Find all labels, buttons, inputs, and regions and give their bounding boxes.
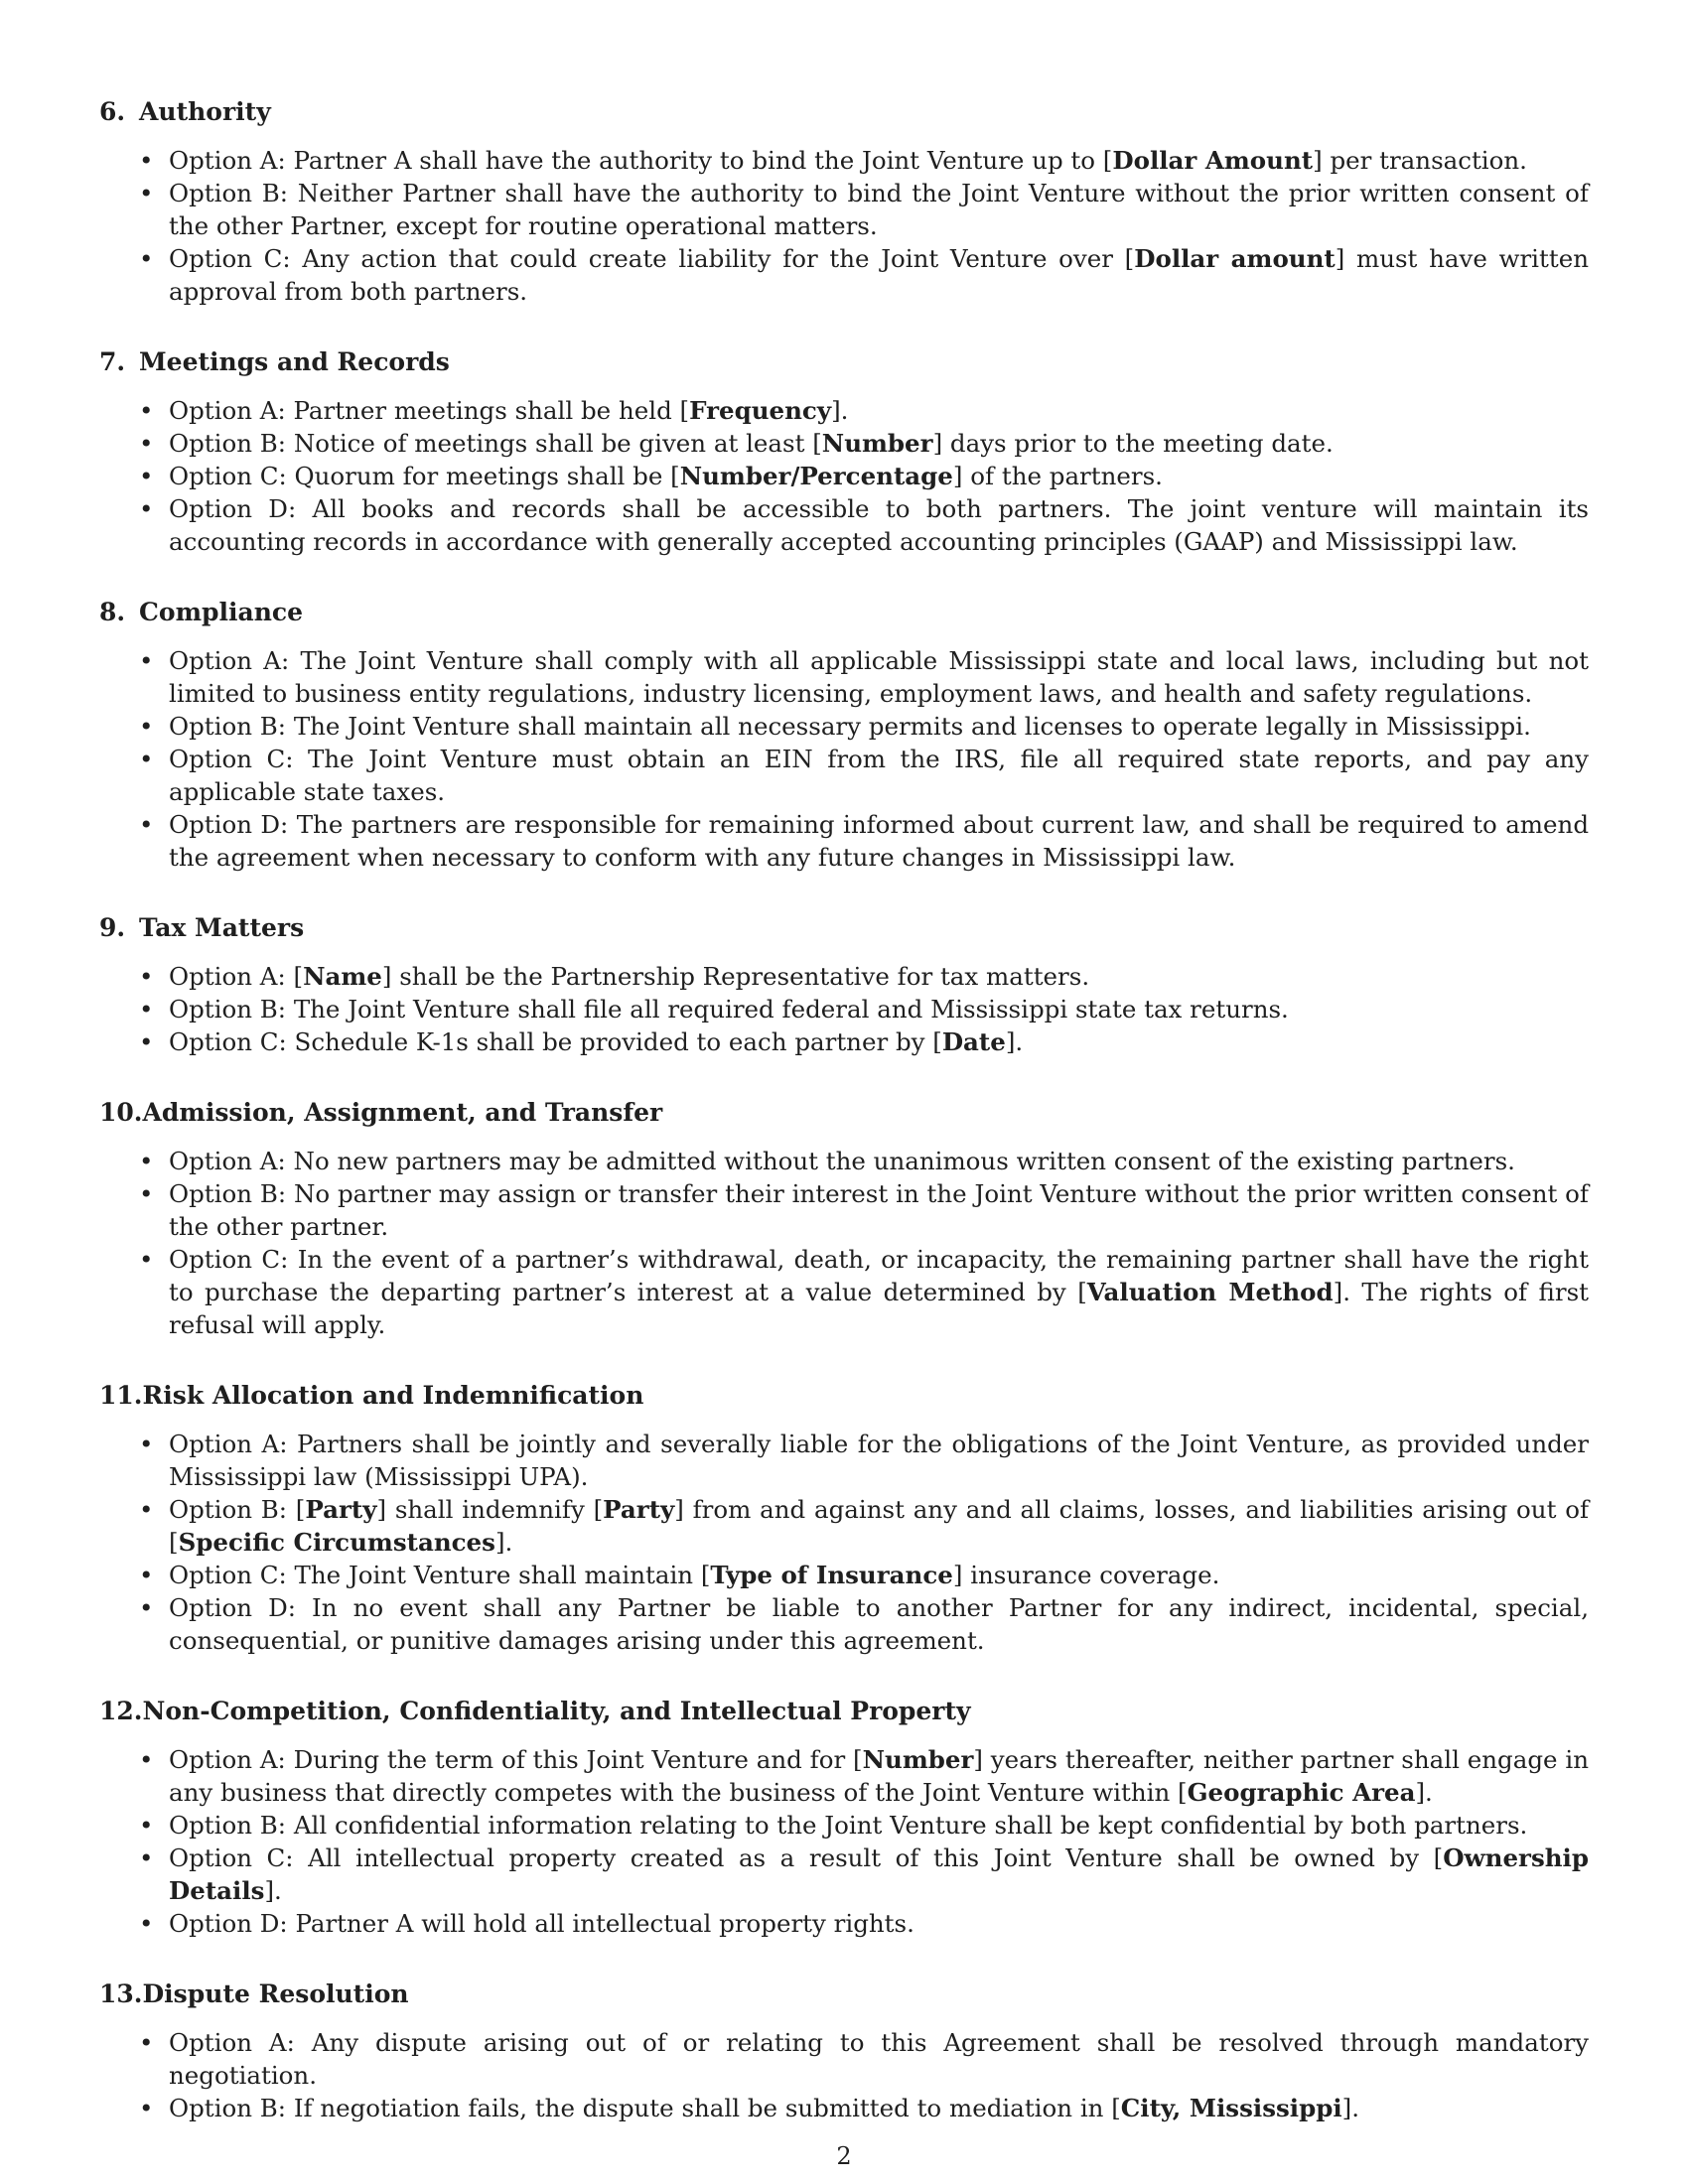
section-heading [99, 911, 1589, 944]
option-text: Option D: All books and records shall be accessible to both partners. The joint venture will maintain its accounting records in accordance with generally accepted accounting principles (GAAP) and Mississippi law. [169, 494, 1589, 556]
section-title: Tax Matters [139, 913, 305, 942]
bullet-icon: • [139, 1027, 154, 1056]
option-text: Option B: No partner may assign or transfer their interest in the Joint Venture without the prior written consent of the other partner. [169, 1179, 1589, 1241]
document-page [99, 95, 1589, 2162]
section-number: 9. [99, 913, 126, 942]
bullet-icon: • [139, 429, 154, 458]
placeholder-field: Valuation Method [1086, 1278, 1334, 1306]
option-item [99, 1743, 1589, 1809]
page-number: 2 [836, 2142, 852, 2170]
option-text: Option B: The Joint Venture shall maintain all necessary permits and licenses to operate legally in Mississippi. [169, 712, 1531, 741]
option-text: Option C: The Joint Venture must obtain an EIN from the IRS, file all required state reports, and pay any applicable state taxes. [169, 745, 1589, 806]
option-list [99, 144, 1589, 308]
bullet-icon: • [139, 1495, 154, 1524]
option-item [99, 2026, 1589, 2092]
section-6 [99, 95, 1589, 308]
section-heading [99, 596, 1589, 628]
option-text: Option B: If negotiation fails, the dispute shall be submitted to mediation in [ [169, 2094, 1121, 2122]
option-text: ] from and against any and all claims, losses, and liabilities arising out of [ [169, 1495, 1590, 1557]
section-title: Admission, Assignment, and Transfer [142, 1098, 663, 1127]
section-heading [99, 1379, 1589, 1412]
bullet-icon: • [139, 146, 154, 175]
option-item [99, 1025, 1589, 1058]
option-text: Option D: The partners are responsible for remaining informed about current law, and shall be required to amend the agreement when necessary to conform with any future changes in Mississippi law. [169, 810, 1589, 872]
bullet-icon: • [139, 646, 154, 675]
placeholder-field: Dollar Amount [1112, 146, 1314, 175]
option-text: Option C: All intellectual property created as a result of this Joint Venture shall be owned by [ [169, 1843, 1444, 1872]
section-number: 12. [99, 1697, 143, 1725]
section-12 [99, 1695, 1589, 1940]
option-text: Option B: Neither Partner shall have the authority to bind the Joint Venture without the prior written consent of the other Partner, except for routine operational matters. [169, 179, 1589, 240]
option-text: ]. [494, 1528, 513, 1557]
option-item [99, 1493, 1589, 1559]
option-text: Option B: [ [169, 1495, 306, 1524]
section-13 [99, 1978, 1589, 2124]
section-heading [99, 1978, 1589, 2010]
option-list [99, 644, 1589, 874]
option-text: ] per transaction. [1313, 146, 1527, 175]
sections-container [99, 95, 1589, 2124]
placeholder-field: Date [941, 1027, 1006, 1056]
option-item [99, 1842, 1589, 1907]
bullet-icon: • [139, 2094, 154, 2122]
option-text: Option A: Partner meetings shall be held [ [169, 396, 690, 425]
bullet-icon: • [139, 494, 154, 523]
placeholder-field: Specific Circumstances [178, 1528, 495, 1557]
option-text: Option C: Any action that could create liability for the Joint Venture over [ [169, 244, 1135, 273]
section-number: 8. [99, 598, 126, 626]
option-text: Option A: Any dispute arising out of or relating to this Agreement shall be resolved through mandatory negotiation. [169, 2028, 1589, 2090]
option-text: Option A: During the term of this Joint Venture and for [ [169, 1745, 863, 1774]
option-text: ]. The rights of first refusal will apply. [169, 1278, 1590, 1339]
option-text: Option A: No new partners may be admitted without the unanimous written consent of the existing partners. [169, 1147, 1515, 1175]
placeholder-field: Type of Insurance [710, 1561, 953, 1589]
option-item [99, 1428, 1589, 1493]
section-title: Dispute Resolution [142, 1979, 409, 2008]
option-item [99, 144, 1589, 177]
option-item [99, 427, 1589, 460]
bullet-icon: • [139, 179, 154, 207]
placeholder-field: Number/Percentage [679, 462, 953, 490]
placeholder-field: Dollar amount [1134, 244, 1336, 273]
bullet-icon: • [139, 962, 154, 991]
bullet-icon: • [139, 712, 154, 741]
option-item [99, 460, 1589, 492]
placeholder-field: Number [862, 1745, 974, 1774]
option-text: ] days prior to the meeting date. [932, 429, 1334, 458]
option-item [99, 743, 1589, 808]
option-item [99, 394, 1589, 427]
bullet-icon: • [139, 1909, 154, 1938]
option-item [99, 1145, 1589, 1177]
bullet-icon: • [139, 810, 154, 839]
option-item [99, 1559, 1589, 1591]
option-text: Option A: Partner A shall have the authority to bind the Joint Venture up to [ [169, 146, 1113, 175]
option-text: ] of the partners. [952, 462, 1163, 490]
placeholder-field: Name [303, 962, 382, 991]
section-number: 11. [99, 1381, 143, 1410]
section-title: Compliance [139, 598, 304, 626]
option-item [99, 1809, 1589, 1842]
option-text: ]. [1415, 1778, 1433, 1807]
section-heading [99, 95, 1589, 128]
section-9 [99, 911, 1589, 1058]
option-item [99, 960, 1589, 993]
option-text: ]. [1005, 1027, 1024, 1056]
option-item [99, 2092, 1589, 2124]
option-text: ] shall be the Partnership Representative for tax matters. [381, 962, 1090, 991]
option-text: ]. [1341, 2094, 1360, 2122]
bullet-icon: • [139, 745, 154, 773]
option-item [99, 1177, 1589, 1243]
section-10 [99, 1096, 1589, 1341]
bullet-icon: • [139, 1843, 154, 1872]
option-list [99, 960, 1589, 1058]
option-list [99, 1428, 1589, 1657]
option-list [99, 394, 1589, 558]
option-list [99, 1743, 1589, 1940]
placeholder-field: Party [603, 1495, 675, 1524]
bullet-icon: • [139, 1147, 154, 1175]
option-text: Option D: In no event shall any Partner be liable to another Partner for any indirect, incidental, special, consequential, or punitive damages arising under this agreement. [169, 1593, 1589, 1655]
option-text: Option A: Partners shall be jointly and severally liable for the obligations of the Joint Venture, as provided under Mississippi law (Mississippi UPA). [169, 1430, 1589, 1491]
section-11 [99, 1379, 1589, 1657]
bullet-icon: • [139, 1561, 154, 1589]
bullet-icon: • [139, 1745, 154, 1774]
bullet-icon: • [139, 244, 154, 273]
option-item [99, 993, 1589, 1025]
option-item [99, 1907, 1589, 1940]
placeholder-field: Geographic Area [1187, 1778, 1416, 1807]
section-number: 10. [99, 1098, 143, 1127]
bullet-icon: • [139, 1593, 154, 1622]
placeholder-field: Frequency [689, 396, 832, 425]
option-text: ]. [264, 1876, 282, 1905]
section-title: Authority [139, 97, 271, 126]
placeholder-field: Ownership Details [169, 1843, 1589, 1905]
bullet-icon: • [139, 995, 154, 1024]
option-item [99, 1243, 1589, 1341]
section-7 [99, 345, 1589, 558]
option-item [99, 177, 1589, 242]
section-number: 6. [99, 97, 126, 126]
option-item [99, 242, 1589, 308]
option-item [99, 492, 1589, 558]
section-title: Non-Competition, Confidentiality, and Intellectual Property [142, 1697, 971, 1725]
option-text: Option D: Partner A will hold all intellectual property rights. [169, 1909, 914, 1938]
option-text: Option C: Schedule K-1s shall be provided to each partner by [ [169, 1027, 942, 1056]
option-text: ] must have written approval from both partners. [169, 244, 1589, 306]
option-text: ] shall indemnify [ [376, 1495, 604, 1524]
option-text: Option C: The Joint Venture shall maintain [ [169, 1561, 711, 1589]
placeholder-field: City, Mississippi [1120, 2094, 1342, 2122]
bullet-icon: • [139, 2028, 154, 2057]
option-text: Option B: All confidential information relating to the Joint Venture shall be kept confidential by both partners. [169, 1811, 1528, 1840]
section-number: 13. [99, 1979, 143, 2008]
bullet-icon: • [139, 1179, 154, 1208]
placeholder-field: Party [305, 1495, 377, 1524]
option-text: Option A: [ [169, 962, 304, 991]
option-text: Option B: Notice of meetings shall be given at least [ [169, 429, 822, 458]
bullet-icon: • [139, 1811, 154, 1840]
option-text: Option C: Quorum for meetings shall be [ [169, 462, 680, 490]
option-item [99, 710, 1589, 743]
section-title: Meetings and Records [139, 347, 450, 376]
option-item [99, 1591, 1589, 1657]
option-text: Option B: The Joint Venture shall file all required federal and Mississippi state tax returns. [169, 995, 1289, 1024]
option-list [99, 2026, 1589, 2124]
placeholder-field: Number [821, 429, 933, 458]
section-heading [99, 1096, 1589, 1129]
section-heading [99, 345, 1589, 378]
option-item [99, 808, 1589, 874]
option-text: Option C: In the event of a partner’s withdrawal, death, or incapacity, the remaining partner shall have the right to purchase the departing partner’s interest at a value determined by [ [169, 1245, 1589, 1306]
option-item [99, 644, 1589, 710]
bullet-icon: • [139, 1245, 154, 1274]
option-text: ]. [831, 396, 849, 425]
bullet-icon: • [139, 396, 154, 425]
option-text: ] insurance coverage. [952, 1561, 1220, 1589]
section-title: Risk Allocation and Indemnification [142, 1381, 644, 1410]
option-list [99, 1145, 1589, 1341]
bullet-icon: • [139, 462, 154, 490]
bullet-icon: • [139, 1430, 154, 1458]
section-number: 7. [99, 347, 126, 376]
option-text: Option A: The Joint Venture shall comply with all applicable Mississippi state and local laws, including but not limited to business entity regulations, industry licensing, employment laws, and health and safety regulations. [169, 646, 1589, 708]
section-heading [99, 1695, 1589, 1727]
option-text: ] years thereafter, neither partner shall engage in any business that directly competes with the business of the Joint Venture within [ [169, 1745, 1589, 1807]
section-8 [99, 596, 1589, 874]
